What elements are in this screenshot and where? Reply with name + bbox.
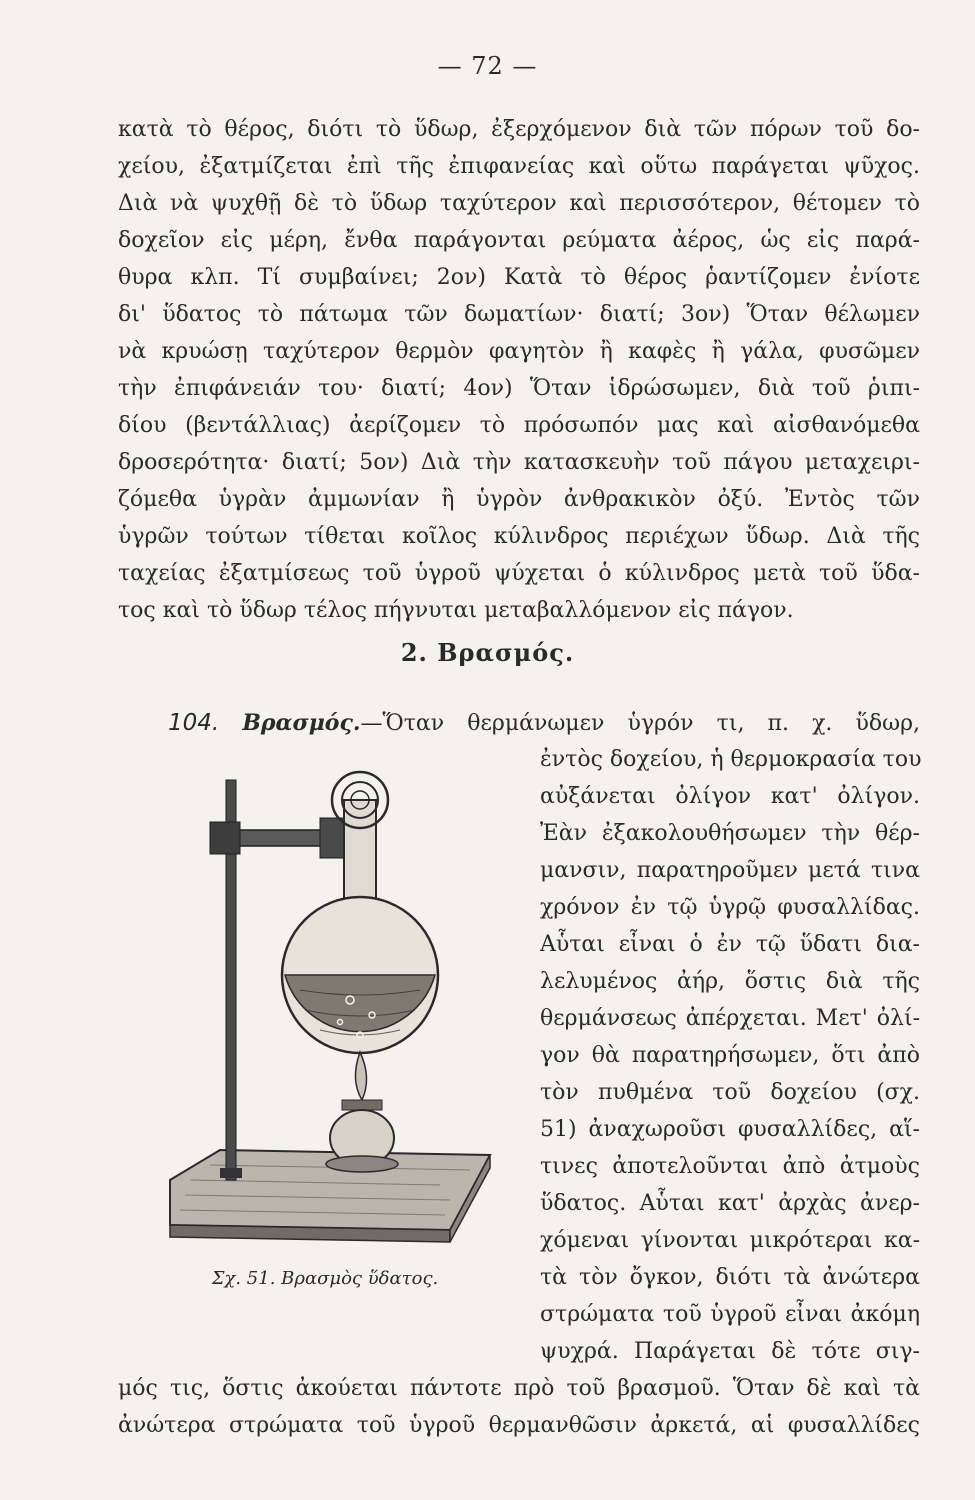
- text-line: νὰ κρυώσῃ ταχύτερον θερμὸν φαγητὸν ἢ καφὲς ἢ γάλα, φυσῶμεν: [118, 339, 920, 364]
- text-line: θυρα κλπ. Τί συμβαίνει; 2ον) Κατὰ τὸ θέρος ῥαντίζομεν ἐνίοτε: [118, 265, 920, 290]
- text-line: ἀνώτερα στρώματα τοῦ ὑγροῦ θερμανθῶσιν ἀρκετά, αἱ φυσαλλίδες: [118, 1413, 920, 1438]
- text-line: Αὗται εἶναι ὁ ἐν τῷ ὕδατι δια-: [540, 932, 920, 957]
- text-line: ταχείας ἐξατμίσεως τοῦ ὑγροῦ ψύχεται ὁ κύλινδρος μετὰ τοῦ ὕδα-: [118, 561, 920, 586]
- text-line: αὐξάνεται ὀλίγον κατ' ὀλίγον.: [540, 784, 920, 809]
- text-line: 51) ἀναχωροῦσι φυσαλλίδες, αἵ-: [540, 1117, 920, 1142]
- section-number: 104.: [168, 710, 220, 736]
- section-first-line: [168, 708, 920, 739]
- text-line: ψυχρά. Παράγεται δὲ τότε σιγ-: [540, 1339, 920, 1364]
- text-line: δροσερότητα· διατί; 5ον) Διὰ τὴν κατασκευὴν τοῦ πάγου μεταχειρι-: [118, 450, 920, 475]
- text-line: δι' ὕδατος τὸ πάτωμα τῶν δωματίων· διατί; 3ον) Ὅταν θέλωμεν: [118, 302, 920, 327]
- text-line: δίου (βεντάλλιας) ἀερίζομεν τὸ πρόσωπόν μας καὶ αἰσθανόμεθα: [118, 413, 920, 438]
- text-line: χείου, ἐξατμίζεται ἐπὶ τῆς ἐπιφανείας καὶ οὕτω παράγεται ψῦχος.: [118, 154, 920, 179]
- boiling-water-illustration: [150, 760, 500, 1250]
- text-line: τὸν πυθμένα τοῦ δοχείου (σχ.: [540, 1080, 920, 1105]
- text-line: Διὰ νὰ ψυχθῇ δὲ τὸ ὕδωρ ταχύτερον καὶ περισσότερον, θέτομεν τὸ: [118, 191, 920, 216]
- text-line: ἐντὸς δοχείου, ἡ θερμοκρασία του: [540, 747, 922, 772]
- text-line: δοχεῖον εἰς μέρη, ἔνθα παράγονται ρεύματα ἀέρος, ὡς εἰς παρά-: [118, 228, 920, 253]
- flame: [355, 1052, 366, 1100]
- figure-caption: Σχ. 51. Βρασμὸς ὕδατος.: [211, 1268, 439, 1289]
- text-line: χόμεναι γίνονται μικρότεραι κα-: [540, 1228, 920, 1253]
- text-line: μανσιν, παρατηροῦμεν μετά τινα: [540, 858, 920, 883]
- text-line: τὰ τὸν ὄγκον, διότι τὰ ἀνώτερα: [540, 1265, 920, 1290]
- text-line: τινες ἀποτελοῦνται ἀπὸ ἀτμοὺς: [540, 1154, 920, 1179]
- text-line: τος καὶ τὸ ὕδωρ τέλος πήγνυται μεταβαλλόμενον εἰς πάγον.: [118, 598, 794, 623]
- page-number: — 72 —: [437, 52, 538, 80]
- text-line: γον θὰ παρατηρήσωμεν, ὅτι ἀπὸ: [540, 1043, 920, 1068]
- text-line: Ἐὰν ἐξακολουθήσωμεν τὴν θέρ-: [540, 821, 920, 846]
- text-line: ὑγρῶν τούτων τίθεται κοῖλος κύλινδρος περιέχων ὕδωρ. Διὰ τῆς: [118, 524, 920, 549]
- spirit-lamp: [342, 1100, 382, 1110]
- text-line: κατὰ τὸ θέρος, διότι τὸ ὕδωρ, ἐξερχόμενον διὰ τῶν πόρων τοῦ δο-: [118, 117, 920, 142]
- flask-neck: [344, 800, 376, 910]
- text-line: θερμάνσεως ἀπέρχεται. Μετ' ὀλί-: [540, 1006, 920, 1031]
- text-line: ζόμεθα ὑγρὰν ἀμμωνίαν ἢ ὑγρὸν ἀνθρακικὸν ὀξύ. Ἐντὸς τῶν: [118, 487, 920, 512]
- section-title: Βρασμός.: [242, 710, 361, 736]
- text-line: λελυμένος ἀήρ, ὅστις διὰ τῆς: [540, 969, 920, 994]
- text-line: ὕδατος. Αὗται κατ' ἀρχὰς ἀνερ-: [540, 1191, 920, 1216]
- section-first-line-text: —Ὅταν θερμάνωμεν ὑγρόν τι, π. χ. ὕδωρ,: [360, 711, 920, 736]
- text-line: χρόνον ἐν τῷ ὑγρῷ φυσαλλίδας.: [540, 895, 920, 920]
- section-heading: 2. Βρασμός.: [400, 638, 575, 667]
- text-line: τὴν ἐπιφάνειάν του· διατί; 4ον) Ὅταν ἱδρώσωμεν, διὰ τοῦ ῥιπι-: [118, 376, 920, 401]
- text-line: μός τις, ὅστις ἀκούεται πάντοτε πρὸ τοῦ βρασμοῦ. Ὅταν δὲ καὶ τὰ: [118, 1376, 920, 1401]
- text-line: στρώματα τοῦ ὑγροῦ εἶναι ἀκόμη: [540, 1302, 920, 1327]
